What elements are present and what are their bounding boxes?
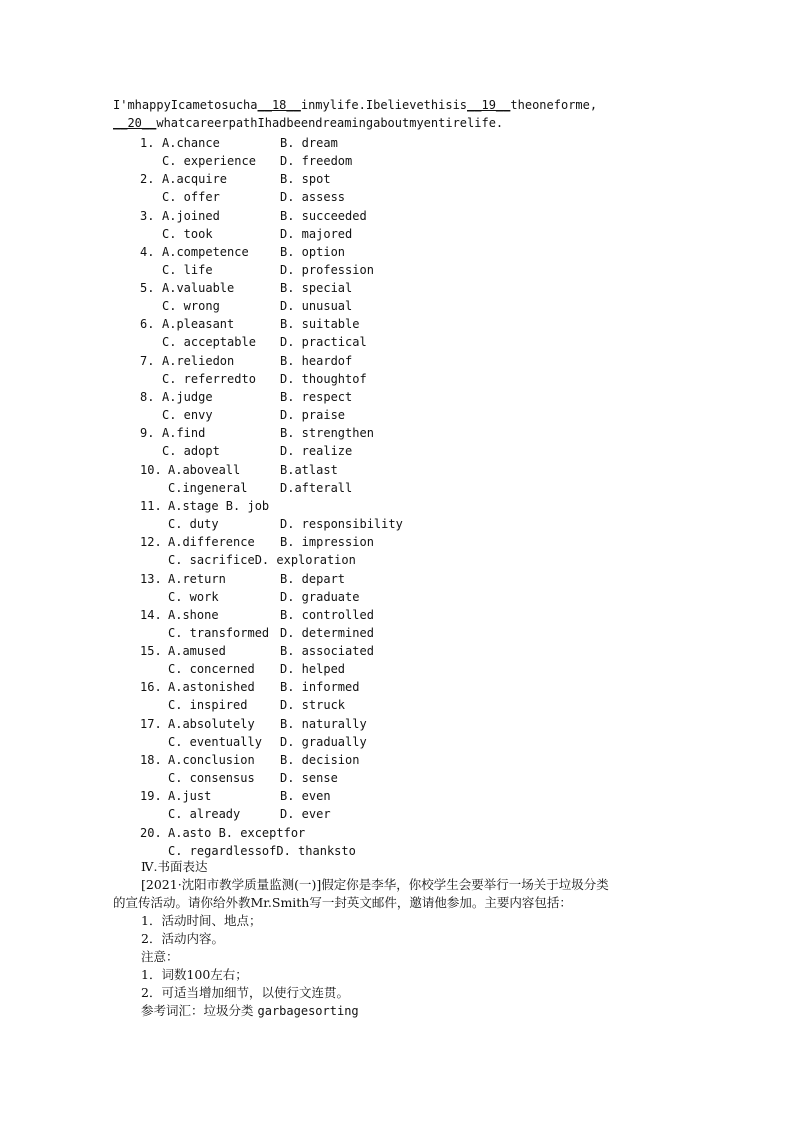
question-item	[140, 388, 700, 424]
question-item	[140, 315, 700, 351]
question-row	[140, 642, 700, 660]
question-number: 16.	[140, 680, 162, 695]
intro-line-1	[113, 96, 713, 114]
question-row	[140, 424, 700, 442]
option-d: D. assess	[280, 190, 346, 205]
option-b: B. informed	[280, 680, 360, 695]
question-row	[140, 497, 700, 515]
question-number: 14.	[140, 607, 162, 622]
question-number: 12.	[140, 535, 162, 550]
option-c: C. inspired	[168, 698, 248, 713]
option-c: C. sacrificeD. exploration	[168, 553, 356, 568]
question-number: 9.	[140, 426, 155, 441]
question-row	[140, 261, 700, 279]
question-item	[140, 751, 700, 787]
option-d: D. unusual	[280, 299, 353, 314]
note-1: 1．词数100左右；	[141, 967, 248, 982]
option-c: C. envy	[162, 408, 213, 423]
question-row	[140, 279, 700, 297]
option-a: A.find	[162, 426, 206, 441]
question-row	[140, 787, 700, 805]
option-b: B. dream	[280, 136, 338, 150]
question-item	[140, 533, 700, 569]
question-number: 6.	[140, 317, 155, 332]
question-row	[140, 152, 700, 170]
question-row	[140, 461, 700, 479]
question-row	[140, 315, 700, 333]
option-b: B. special	[280, 281, 353, 296]
option-a: A.difference	[168, 535, 255, 550]
question-row	[140, 352, 700, 370]
option-a: A.asto B. exceptfor	[168, 825, 306, 840]
option-b: B. controlled	[280, 607, 374, 622]
note-label: 注意：	[141, 949, 179, 964]
question-row	[140, 225, 700, 243]
option-d: D. majored	[280, 226, 353, 241]
option-a: A.just	[168, 789, 212, 804]
option-b: B. associated	[280, 644, 374, 659]
option-b: B. option	[280, 244, 346, 259]
option-c: C. offer	[162, 190, 220, 205]
option-c: C. work	[168, 589, 219, 604]
option-b: B.atlast	[280, 462, 338, 477]
question-number: 15.	[140, 644, 162, 659]
intro-text: I'mhappyIcametosucha	[113, 98, 258, 112]
intro-text: whatcareerpathIhadbeendreamingaboutmyentirelife.	[156, 116, 504, 130]
option-a: A.aboveall	[168, 462, 241, 477]
option-a: A.return	[168, 571, 226, 586]
intro-text: theoneforme,	[510, 98, 598, 112]
question-row	[140, 606, 700, 624]
question-item	[140, 243, 700, 279]
option-a: A.astonished	[168, 680, 255, 695]
question-row	[140, 660, 700, 678]
option-a: A.acquire	[162, 172, 228, 187]
option-d: D.afterall	[280, 480, 353, 495]
option-c: C. consensus	[168, 771, 255, 786]
question-number: 13.	[140, 571, 162, 586]
question-item	[140, 424, 700, 460]
option-a: A.judge	[162, 390, 213, 405]
question-number: 8.	[140, 390, 155, 405]
option-b: B. heardof	[280, 353, 353, 368]
option-b: B. respect	[280, 390, 353, 405]
question-number: 17.	[140, 716, 162, 731]
option-a: A.pleasant	[162, 317, 235, 332]
question-number: 20.	[140, 825, 162, 840]
question-item	[140, 279, 700, 315]
option-c: C. regardlessofD. thanksto	[168, 843, 356, 858]
option-b: B. depart	[280, 571, 346, 586]
content-item-1: 1．活动时间、地点；	[141, 913, 262, 928]
question-list	[140, 134, 700, 860]
intro-text: inmylife.Ibelievethisis	[300, 98, 468, 112]
option-d: D. ever	[280, 807, 331, 822]
option-c: C. experience	[162, 154, 256, 168]
option-d: D. struck	[280, 698, 346, 713]
question-row	[140, 570, 700, 588]
question-row	[140, 551, 700, 569]
question-number: 11.	[140, 498, 162, 513]
option-a: A.conclusion	[168, 753, 255, 768]
question-item	[140, 170, 700, 206]
question-item	[140, 461, 700, 497]
question-row	[140, 533, 700, 551]
option-c: C. concerned	[168, 662, 255, 677]
option-d: D. graduate	[280, 589, 360, 604]
intro-line-2	[113, 114, 713, 132]
question-row	[140, 588, 700, 606]
question-row	[140, 479, 700, 497]
vocab-term: garbagesorting	[257, 1004, 359, 1018]
option-a: A.amused	[168, 644, 226, 659]
option-c: C. duty	[168, 516, 219, 531]
option-d: D. helped	[280, 662, 346, 677]
question-row	[140, 297, 700, 315]
option-a: A.valuable	[162, 281, 235, 296]
note-2: 2．可适当增加细节，以使行文连贯。	[141, 985, 349, 1000]
question-item	[140, 352, 700, 388]
option-c: C. already	[168, 807, 241, 822]
option-b: B. spot	[280, 172, 331, 187]
option-d: D. gradually	[280, 734, 367, 749]
question-number: 19.	[140, 789, 162, 804]
option-c: C. life	[162, 262, 213, 277]
blank-18: __18__	[257, 98, 301, 112]
question-number: 7.	[140, 353, 155, 368]
question-item	[140, 715, 700, 751]
option-d: D. realize	[280, 444, 353, 459]
option-b: B. impression	[280, 535, 374, 550]
question-number: 3.	[140, 208, 155, 223]
option-d: D. responsibility	[280, 516, 403, 531]
question-row	[140, 842, 700, 860]
question-row	[140, 134, 700, 152]
option-a: A.competence	[162, 244, 249, 259]
question-number: 1.	[140, 136, 155, 150]
option-b: B. naturally	[280, 716, 367, 731]
option-d: D. thoughtof	[280, 371, 367, 386]
option-d: D. determined	[280, 625, 374, 640]
option-d: D. practical	[280, 335, 367, 350]
question-row	[140, 769, 700, 787]
option-a: A.absolutely	[168, 716, 255, 731]
question-number: 5.	[140, 281, 155, 296]
question-number: 18.	[140, 753, 162, 768]
blank-20: __20__	[113, 116, 157, 130]
question-row	[140, 406, 700, 424]
section-heading: Ⅳ.书面表达	[141, 859, 208, 874]
question-number: 10.	[140, 462, 162, 477]
writing-section	[113, 858, 693, 1020]
question-row	[140, 170, 700, 188]
question-row	[140, 188, 700, 206]
question-row	[140, 333, 700, 351]
option-d: D. praise	[280, 408, 346, 423]
option-b: B. succeeded	[280, 208, 367, 223]
option-b: B. suitable	[280, 317, 360, 332]
question-row	[140, 243, 700, 261]
option-c: C. referredto	[162, 371, 256, 386]
vocab-line	[113, 1002, 693, 1020]
option-a: A.shone	[168, 607, 219, 622]
question-row	[140, 733, 700, 751]
question-number: 4.	[140, 244, 155, 259]
question-item	[140, 570, 700, 606]
question-row	[140, 696, 700, 714]
question-row	[140, 207, 700, 225]
question-row	[140, 442, 700, 460]
option-c: C. wrong	[162, 299, 220, 314]
option-b: B. strengthen	[280, 426, 374, 441]
question-row	[140, 370, 700, 388]
question-row	[140, 824, 700, 842]
option-c: C. adopt	[162, 444, 220, 459]
option-c: C.ingeneral	[168, 480, 248, 495]
question-row	[140, 624, 700, 642]
prompt-line-1: [2021·沈阳市教学质量监测(一)]假定你是李华，你校学生会要举行一场关于垃圾分类	[141, 877, 609, 892]
content-item-2: 2．活动内容。	[141, 931, 224, 946]
blank-19: __19__	[467, 98, 511, 112]
option-c: C. took	[162, 226, 213, 241]
question-row	[140, 515, 700, 533]
option-a: A.joined	[162, 208, 220, 223]
question-number: 2.	[140, 172, 155, 187]
question-row	[140, 388, 700, 406]
prompt-line-2: 的宣传活动。请你给外教Mr.Smith写一封英文邮件，邀请他参加。主要内容包括：	[113, 895, 572, 910]
question-item	[140, 678, 700, 714]
option-b: B. even	[280, 789, 331, 804]
passage-ending	[113, 96, 713, 132]
question-item	[140, 824, 700, 860]
option-d: D. sense	[280, 771, 338, 786]
question-row	[140, 805, 700, 823]
question-item	[140, 787, 700, 823]
question-item	[140, 497, 700, 533]
option-c: C. eventually	[168, 734, 262, 749]
question-item	[140, 134, 700, 170]
question-row	[140, 678, 700, 696]
question-row	[140, 715, 700, 733]
option-d: D. profession	[280, 262, 374, 277]
option-c: C. transformed	[168, 625, 270, 640]
vocab-label: 参考词汇：垃圾分类	[141, 1003, 254, 1018]
option-a: A.reliedon	[162, 353, 235, 368]
question-item	[140, 642, 700, 678]
option-d: D. freedom	[280, 154, 353, 168]
question-item	[140, 207, 700, 243]
question-item	[140, 606, 700, 642]
option-b: B. decision	[280, 753, 360, 768]
option-a: A.chance	[162, 136, 220, 150]
option-a: A.stage B. job	[168, 498, 270, 513]
question-row	[140, 751, 700, 769]
option-c: C. acceptable	[162, 335, 256, 350]
